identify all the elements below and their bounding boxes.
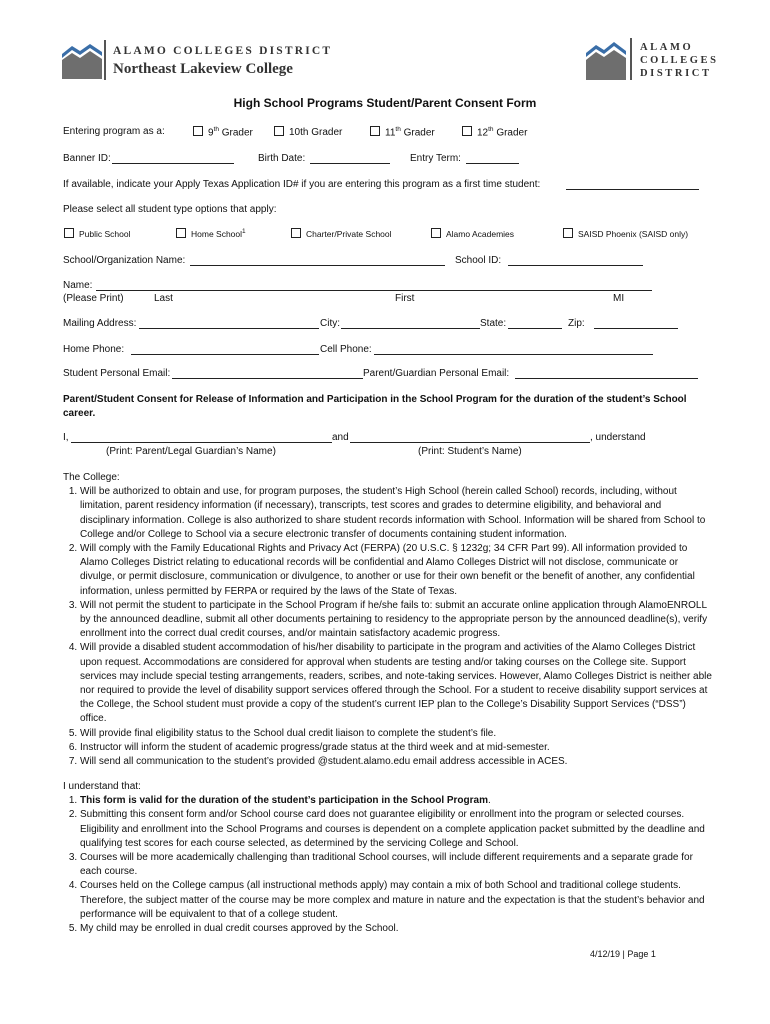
understand-list xyxy=(63,794,713,936)
alamo-academies-label: Alamo Academies xyxy=(446,229,515,239)
student-type-label: Please select all student type options that apply: xyxy=(63,204,277,215)
home-phone-label: Home Phone: xyxy=(63,344,125,355)
name-label: Name: xyxy=(63,280,93,291)
saisd-phoenix-option[interactable] xyxy=(563,228,688,239)
public-school-label: Public School xyxy=(79,229,131,239)
checkbox-icon[interactable] xyxy=(431,228,441,238)
logo-divider xyxy=(104,40,106,80)
i-label: I, xyxy=(63,432,69,443)
mountain-logo-icon xyxy=(62,42,102,79)
entering-label: Entering program as a: xyxy=(63,126,165,137)
home-school-option[interactable] xyxy=(176,228,246,239)
student-name-field[interactable] xyxy=(350,442,590,443)
right-logo-line1: ALAMO xyxy=(640,42,694,53)
checkbox-icon[interactable] xyxy=(291,228,301,238)
grade-10-label: 10th Grader xyxy=(289,127,343,138)
list-item: 3. Will not permit the student to participate in the School Program if he/she fails to: submit an accurate online application through AlamoENROLL by the announced deadline, submit all other documents pertaining to residency to the appropriate person by the announced deadline(s), verify enrollment into the correct dual credit courses, and/or maintain satisfactory academic progress. xyxy=(80,599,713,642)
list-item: 4. Will provide a disabled student accommodation of his/her disability to participate in the program and activities of the Alamo Colleges District upon request. Accommodations are considered for approval when students are testing and/or taking courses on the College site. Support services may include special testing arrangements, readers, scribes, and note-taking services. However, Alamo Colleges District is neither able nor required to provide the level of disability support services offered through the School. For a student to receive disability support services at the College, the School student must provide a copy of the student’s current IEP plan to the College’s Disability Support Services (“DSS”) office. xyxy=(80,641,713,726)
banner-id-field[interactable] xyxy=(112,163,234,164)
mountain-logo-icon-right xyxy=(586,40,626,80)
cell-phone-field[interactable] xyxy=(374,354,653,355)
consent-heading-line1: Parent/Student Consent for Release of Information and Participation in the School Program for the duration of the student’s School xyxy=(63,394,687,405)
student-email-field[interactable] xyxy=(172,378,363,379)
state-field[interactable] xyxy=(508,328,562,329)
apply-texas-label: If available, indicate your Apply Texas Application ID# if you are entering this program as a first time student: xyxy=(63,179,541,190)
list-item: 5. My child may be enrolled in dual credit courses approved by the School. xyxy=(80,922,713,936)
right-logo xyxy=(586,40,626,80)
school-id-field[interactable] xyxy=(508,265,643,266)
zip-label: Zip: xyxy=(568,318,585,329)
first-name-label: First xyxy=(395,293,415,304)
grade-10-option[interactable] xyxy=(274,126,342,138)
checkbox-icon[interactable] xyxy=(176,228,186,238)
college-list xyxy=(63,485,713,769)
home-school-label: Home School xyxy=(191,229,243,239)
district-name: ALAMO COLLEGES DISTRICT xyxy=(113,45,333,57)
list-item: 4. Courses held on the College campus (all instructional methods apply) may contain a mix of both School and traditional college students. Therefore, the subject matter of the course may be more complex and mature in nature and the expectation is that the student’s behavior and performance will be equivalent to that of a college student. xyxy=(80,879,713,922)
print-student-label: (Print: Student’s Name) xyxy=(418,446,522,457)
understand-label: , understand xyxy=(590,432,646,443)
student-email-label: Student Personal Email: xyxy=(63,368,171,379)
college-section xyxy=(63,471,713,769)
right-logo-line2: COLLEGES xyxy=(640,55,719,66)
mailing-address-field[interactable] xyxy=(139,328,319,329)
and-label: and xyxy=(332,432,349,443)
apply-texas-field[interactable] xyxy=(566,189,699,190)
left-logo xyxy=(62,42,102,79)
zip-field[interactable] xyxy=(594,328,678,329)
last-name-label: Last xyxy=(154,293,173,304)
list-item: 2. Submitting this consent form and/or School course card does not guarantee eligibility or enrollment into the program or selected courses. Eligibility and enrollment into the School Programs and courses is dependent on a complete application packet submitted by the deadline and qualifying test scores for each course selected, as determined by the servicing College and School. xyxy=(80,808,713,851)
understand-section xyxy=(63,780,713,936)
birth-date-field[interactable] xyxy=(310,163,390,164)
checkbox-icon[interactable] xyxy=(462,126,472,136)
school-org-label: School/Organization Name: xyxy=(63,255,186,266)
grade-9-option[interactable] xyxy=(193,126,253,138)
list-item: 1. This form is valid for the duration of the student’s participation in the School Program. xyxy=(80,794,713,808)
home-school-footnote: 1 xyxy=(242,228,246,236)
understand-heading: I understand that: xyxy=(63,781,141,792)
grade-9-num: 9 xyxy=(208,127,214,139)
page-footer: 4/12/19 | Page 1 xyxy=(590,949,656,959)
grade-11-num: 11 xyxy=(385,127,396,139)
grade-11-word: Grader xyxy=(403,127,435,139)
charter-school-option[interactable] xyxy=(291,228,392,239)
city-field[interactable] xyxy=(341,328,480,329)
consent-heading-line2: career. xyxy=(63,408,96,419)
grade-12-num: 12 xyxy=(477,127,489,139)
parent-email-field[interactable] xyxy=(515,378,698,379)
checkbox-icon[interactable] xyxy=(370,126,380,136)
cell-phone-label: Cell Phone: xyxy=(320,344,372,355)
college-heading: The College: xyxy=(63,472,120,483)
understand-item-bold: This form is valid for the duration of the student’s participation in the School Program xyxy=(80,795,488,807)
list-item: 7. Will send all communication to the student’s provided @student.alamo.edu email address accessible in ACES. xyxy=(80,755,713,769)
parent-name-field[interactable] xyxy=(71,442,332,443)
school-org-field[interactable] xyxy=(190,265,445,266)
grade-12-word: Grader xyxy=(496,127,528,139)
list-item: 2. Will comply with the Family Educational Rights and Privacy Act (FERPA) (20 U.S.C. § 1232g; 34 CFR Part 99). All information provided to Alamo Colleges District relating to educational records will be confidential and Alamo Colleges District will not disclose, communicate or divulge, or permit disclosure, communication or divulgence, to another or use for their own benefit or the benefit of another, any confidential information, unless permitted by FERPA or required by the laws of the State of Texas. xyxy=(80,542,713,599)
school-id-label: School ID: xyxy=(455,255,502,266)
grade-11-sup: th xyxy=(395,126,401,133)
college-name: Northeast Lakeview College xyxy=(113,61,293,77)
charter-school-label: Charter/Private School xyxy=(306,229,392,239)
city-label: City: xyxy=(320,318,340,329)
grade-9-sup: th xyxy=(213,126,219,133)
state-label: State: xyxy=(480,318,507,329)
list-item: 3. Courses will be more academically challenging than traditional School courses, will include different requirements and a separate grade for each course. xyxy=(80,851,713,879)
checkbox-icon[interactable] xyxy=(64,228,74,238)
form-title: High School Programs Student/Parent Consent Form xyxy=(233,96,537,110)
alamo-academies-option[interactable] xyxy=(431,228,514,239)
parent-email-label: Parent/Guardian Personal Email: xyxy=(363,368,510,379)
grade-9-word: Grader xyxy=(221,127,253,139)
please-print-label: (Please Print) xyxy=(63,293,124,304)
right-logo-line3: DISTRICT xyxy=(640,68,712,79)
checkbox-icon[interactable] xyxy=(563,228,573,238)
list-item: 1. Will be authorized to obtain and use, for program purposes, the student’s High School (herein called School) records, including, without limitation, parent residency information (if necessary), transcripts, test scores and grades to determine eligibility, and behavioral and disciplinary information. College is also authorized to share student records information with School. Information will be shared from School to College and/or College to School via a secure electronic transfer of documents containing student information. xyxy=(80,485,713,542)
entry-term-field[interactable] xyxy=(466,163,519,164)
entry-term-label: Entry Term: xyxy=(410,153,461,164)
grade-12-sup: th xyxy=(488,126,494,133)
list-item: 5. Will provide final eligibility status to the School dual credit liaison to complete the student’s file. xyxy=(80,727,713,741)
list-item: 6. Instructor will inform the student of academic progress/grade status at the third week and at mid-semester. xyxy=(80,741,713,755)
logo-divider-right xyxy=(630,38,632,80)
mailing-address-label: Mailing Address: xyxy=(63,318,137,329)
name-field[interactable] xyxy=(96,290,652,291)
public-school-option[interactable] xyxy=(64,228,131,239)
saisd-phoenix-label: SAISD Phoenix (SAISD only) xyxy=(578,229,689,239)
consent-heading xyxy=(63,393,723,421)
grade-11-option[interactable] xyxy=(370,126,435,138)
grade-12-option[interactable] xyxy=(462,126,527,138)
right-logo-text xyxy=(640,41,719,80)
banner-id-label: Banner ID: xyxy=(63,153,111,164)
print-parent-label: (Print: Parent/Legal Guardian’s Name) xyxy=(106,446,276,457)
home-phone-field[interactable] xyxy=(131,354,319,355)
checkbox-icon[interactable] xyxy=(193,126,203,136)
checkbox-icon[interactable] xyxy=(274,126,284,136)
birth-date-label: Birth Date: xyxy=(258,153,306,164)
mi-label: MI xyxy=(613,293,625,304)
